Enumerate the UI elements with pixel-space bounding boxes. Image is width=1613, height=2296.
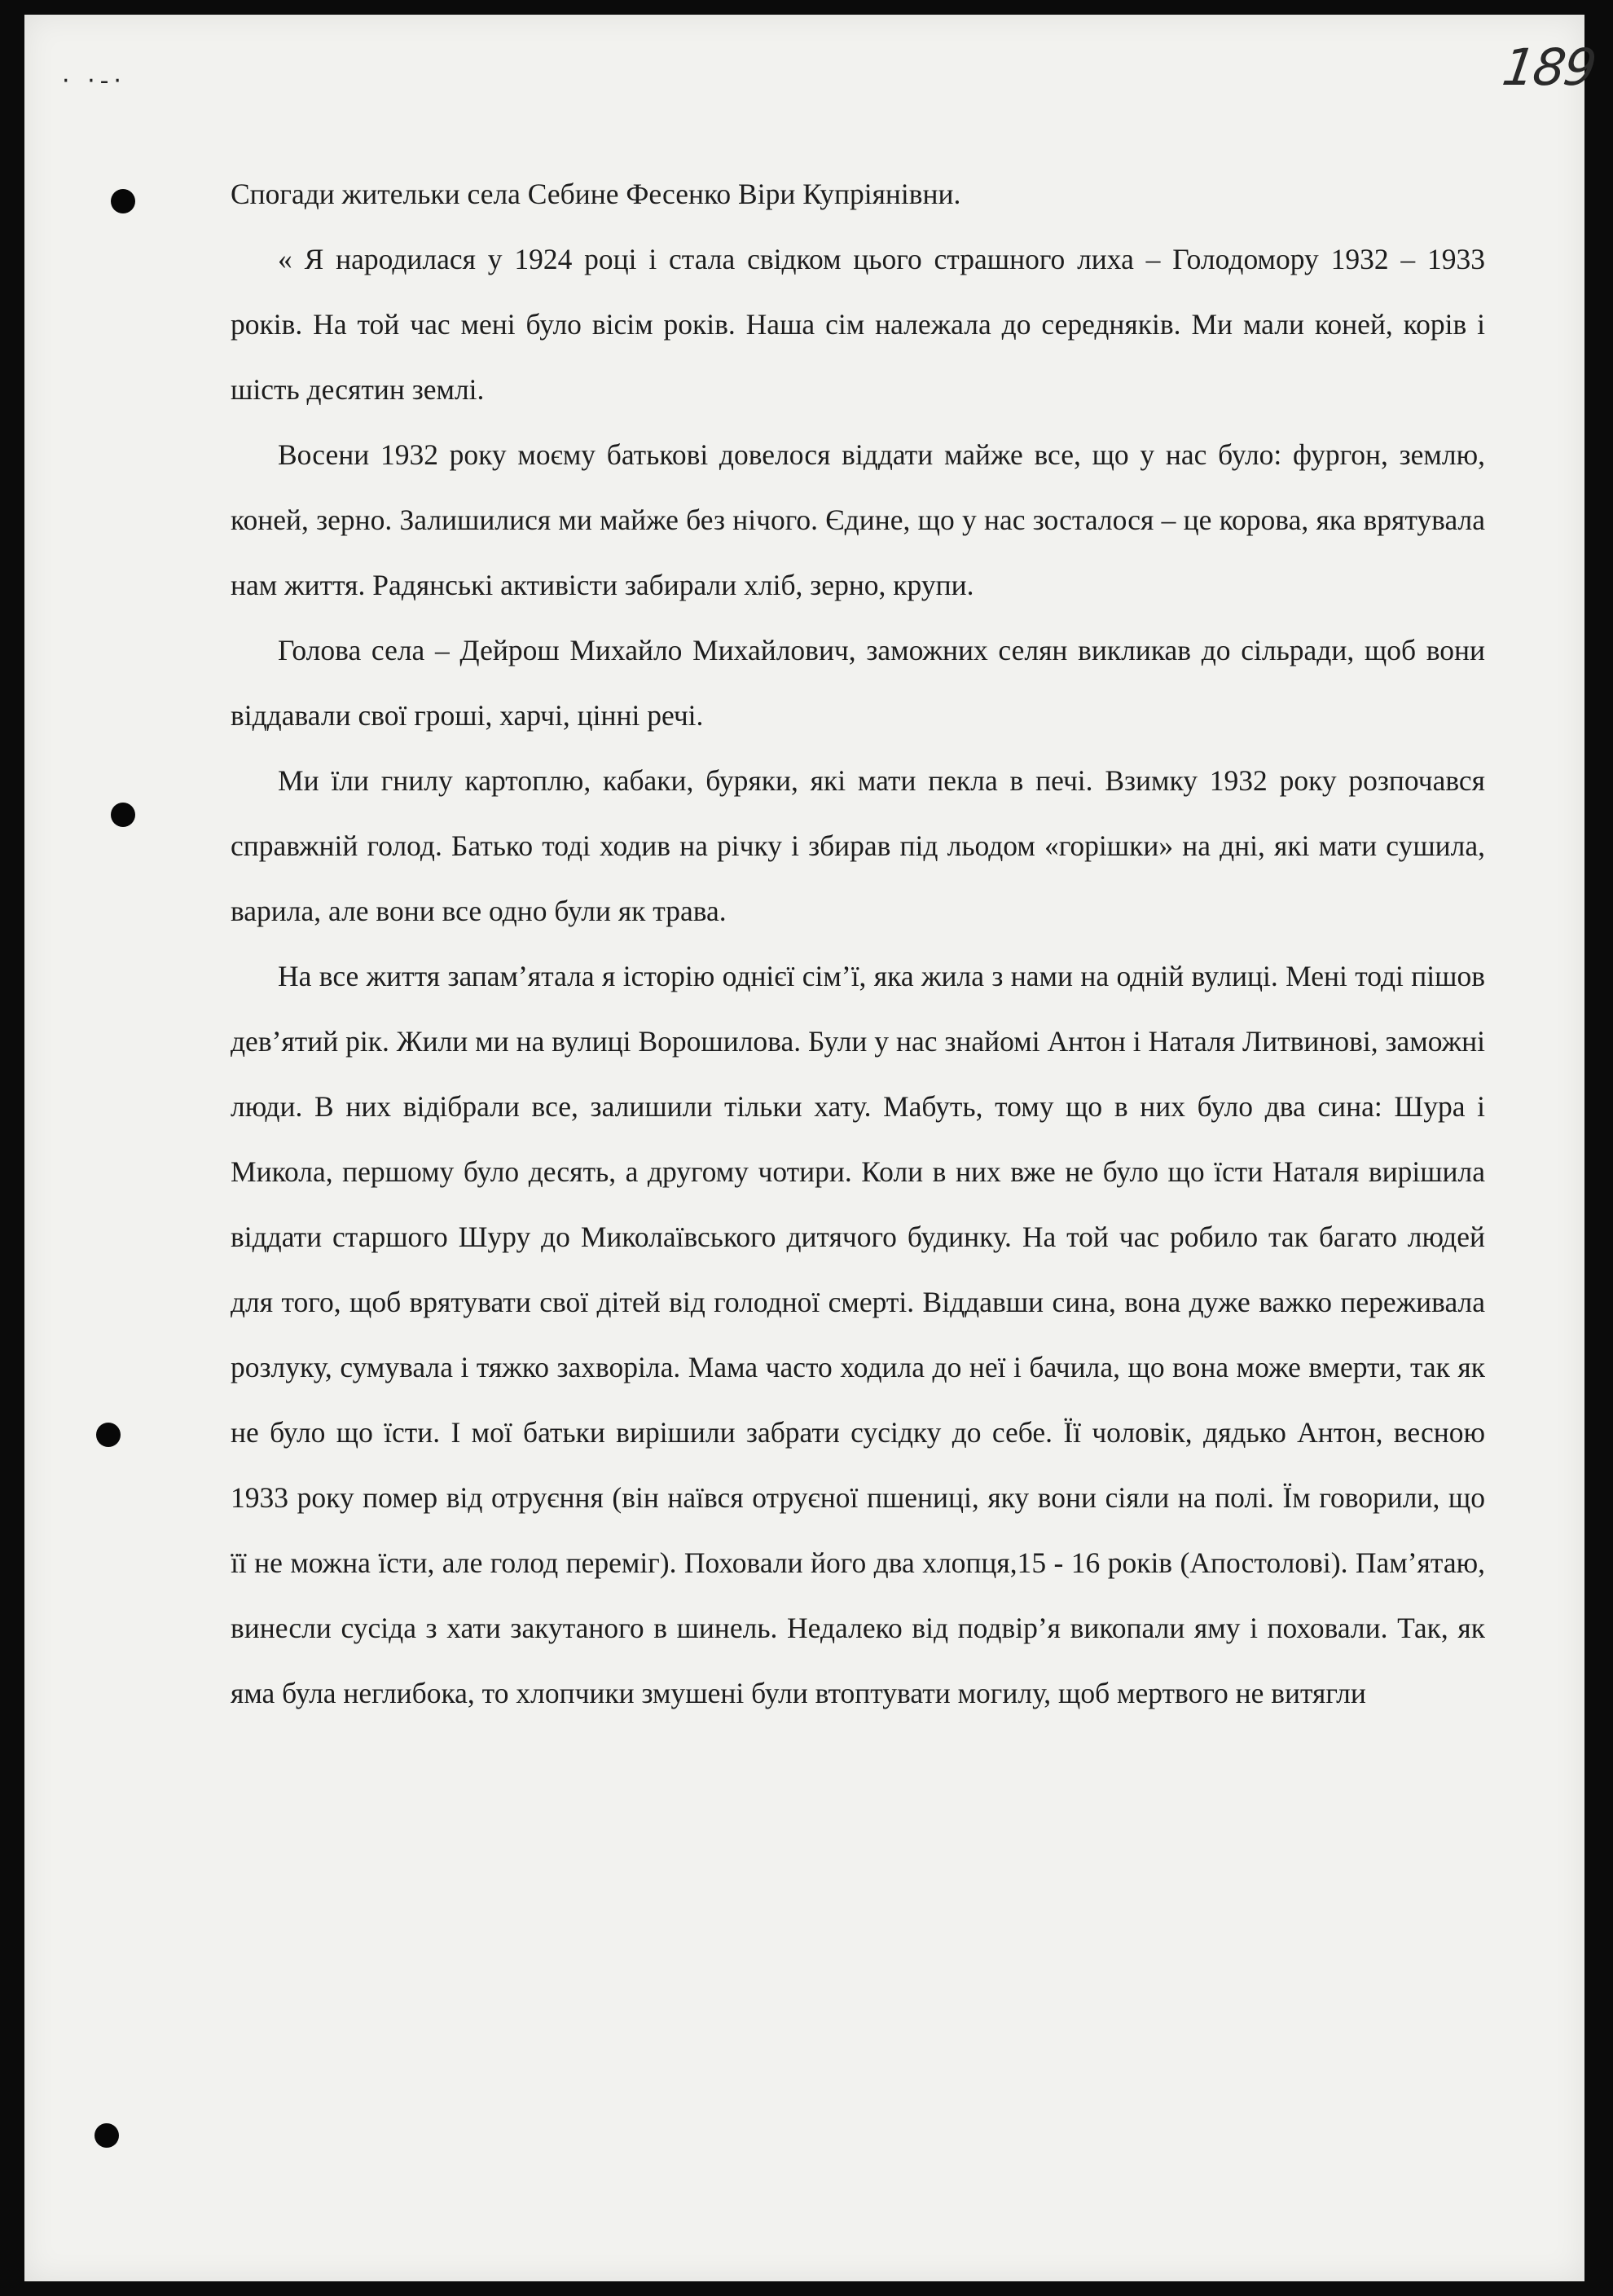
paragraph: Восени 1932 року моєму батькові довелося віддати майже все, що у нас було: фургон, землю, коней, зерно. Залишилися ми майже без нічого. Єдине, що у нас зосталося – це корова, яка врятувала нам життя. Радянські активісти забирали хліб, зерно, крупи. — [231, 438, 1485, 601]
corner-mark: · ·-· — [62, 67, 126, 95]
binder-hole — [111, 189, 135, 213]
paragraph: Ми їли гнилу картоплю, кабаки, буряки, які мати пекла в печі. Взимку 1932 року розпочався справжній голод. Батько тоді ходив на річку і збирав під льодом «горішки» на дні, які мати сушила, варила, але вони все одно були як трава. — [231, 764, 1485, 927]
paragraph: На все життя запам’ятала я історію однієї сім’ї, яка жила з нами на одній вулиці. Мені тоді пішов дев’ятий рік. Жили ми на вулиці Ворошилова. Були у нас знайомі Антон і Наталя Литвинові, заможні люди. В них відібрали все, залишили тільки хату. Мабуть, тому що в них було два сина: Шура і Микола, першому було десять, а другому чотири. Коли в них вже не було що їсти Наталя вирішила віддати старшого Шуру до Миколаївського дитячого будинку. На той час робило так багато людей для того, щоб врятувати свої дітей від голодної смерті. Віддавши сина, вона дуже важко переживала розлуку, сумувала і тяжко захворіла. Мама часто ходила до неї і бачила, що вона може вмерти, так як не було що їсти. І мої батьки вирішили забрати сусідку до себе. Її чоловік, дядько Антон, весною 1933 року помер від отруєння (він наївся отруєної пшениці, яку вони сіяли на полі. Їм говорили, що її не можна їсти, але голод переміг). Поховали його два хлопця,15 - 16 років (Апостолові). Пам’ятаю, винесли сусіда з хати закутаного в шинель. Недалеко від подвір’я викопали яму і поховали. Так, як яма була неглибока, то хлопчики змушені були втоптувати могилу, щоб мертвого не витягли — [231, 960, 1485, 1709]
binder-hole — [94, 2123, 119, 2148]
document-page — [24, 15, 1599, 2281]
document-title: Спогади жительки села Себине Фесенко Віри Купріянівни. — [231, 178, 961, 210]
page-number: 189 — [1498, 37, 1599, 97]
paragraph: « Я народилася у 1924 році і стала свідком цього страшного лиха – Голодомору 1932 – 1933 років. На той час мені було вісім років. Наша сім належала до середняків. Ми мали коней, корів і шість десятин землі. — [231, 243, 1485, 406]
paragraph: Голова села – Дейрош Михайло Михайлович, заможних селян викликав до сільради, щоб вони віддавали свої гроші, харчі, цінні речі. — [231, 634, 1485, 732]
binder-hole — [111, 803, 135, 827]
binder-hole — [96, 1423, 121, 1447]
document-body — [231, 161, 1485, 1726]
